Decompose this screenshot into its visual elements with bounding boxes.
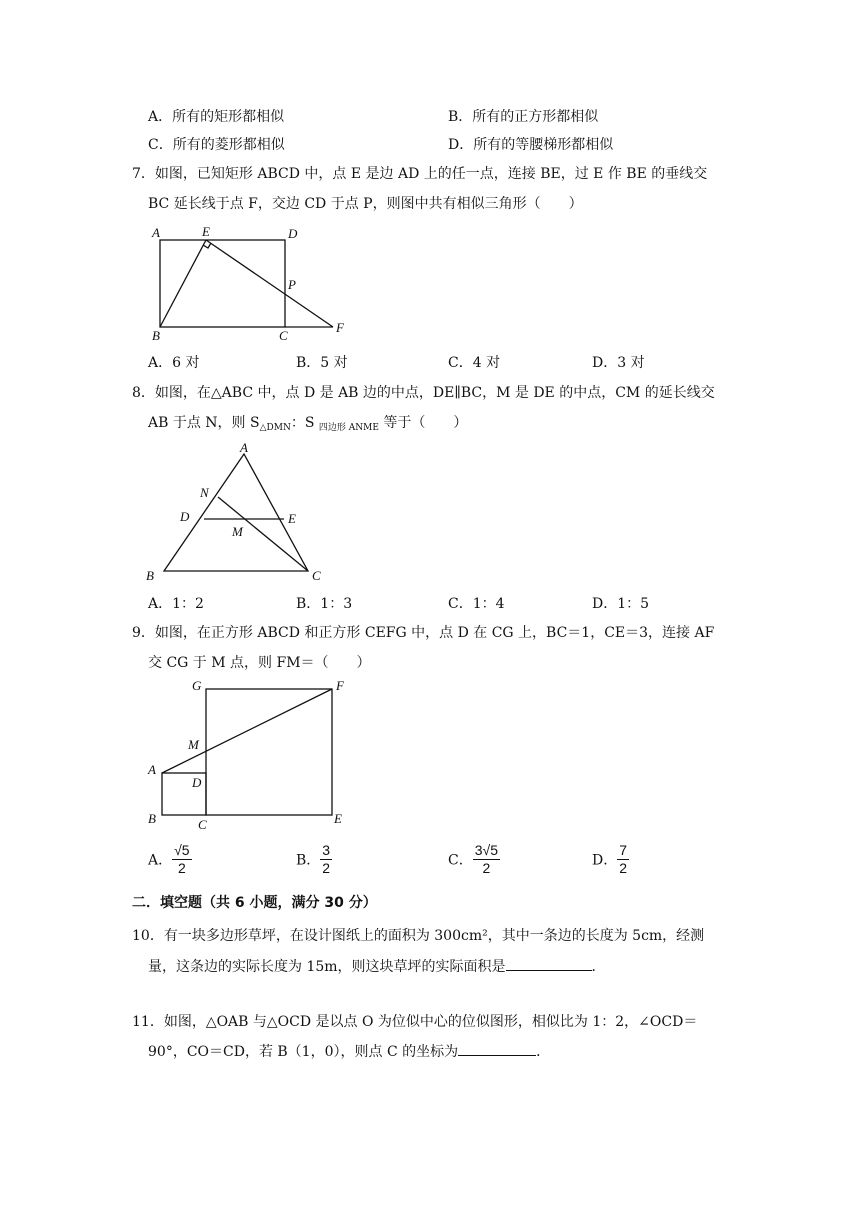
q11-stem-line2: 90°，CO＝CD，若 B（1，0），则点 C 的坐标为 ．	[148, 1041, 550, 1061]
rectangle-abcd	[160, 240, 285, 327]
label-b: B	[152, 328, 160, 343]
label-d: D	[180, 509, 190, 524]
q8-option-c: C．1：4	[448, 596, 505, 612]
label-b: B	[146, 568, 154, 583]
label-m: M	[232, 524, 243, 539]
q11-answer-blank[interactable]	[458, 1041, 536, 1056]
label-c: C	[279, 328, 288, 343]
q7-option-c: C．4 对	[448, 355, 501, 371]
segment-be	[160, 240, 206, 327]
q11-stem-line1: 11．如图，△OAB 与△OCD 是以点 O 为位似中心的位似图形，相似比为 1：2，∠OCD＝	[132, 1014, 698, 1030]
label-a: A	[152, 225, 160, 240]
q8-stem-line1: 8．如图，在△ABC 中，点 D 是 AB 边的中点，DE∥BC，M 是 DE 的中点，CM 的延长线交	[132, 385, 715, 401]
q7-stem-line1: 7．如图，已知矩形 ABCD 中，点 E 是边 AD 上的任一点，连接 BE，过 E 作 BE 的垂线交	[132, 166, 708, 182]
q7-option-d: D．3 对	[592, 355, 645, 371]
segment-af	[162, 689, 332, 773]
label-p: P	[288, 277, 296, 292]
q8-option-a: A．1：2	[148, 596, 204, 612]
label-m: M	[188, 737, 199, 752]
q6-option-a: A．所有的矩形都相似	[148, 109, 285, 125]
q10-stem-line2: 量，这条边的实际长度为 15m，则这块草坪的实际面积是 ．	[148, 956, 606, 976]
label-f: F	[336, 320, 344, 335]
q8-option-b: B．1：3	[296, 596, 353, 612]
q6-option-b: B．所有的正方形都相似	[448, 109, 599, 125]
label-c: C	[198, 817, 207, 832]
q9-figure	[140, 672, 360, 837]
label-f: F	[336, 678, 344, 693]
q9-stem-line1: 9．如图，在正方形 ABCD 和正方形 CEFG 中，点 D 在 CG 上，BC＝1，CE＝3，连接 AF	[132, 625, 715, 641]
q9-option-d: D． $\frac{7}{2}$	[592, 842, 628, 876]
label-g: G	[192, 678, 202, 693]
label-d: D	[192, 775, 202, 790]
section-heading-fill-in: 二．填空题（共 6 小题，满分 30 分）	[132, 895, 377, 911]
label-n: N	[200, 485, 209, 500]
q9-option-c: C． $\frac{3√5}{2}$	[448, 842, 498, 876]
label-a: A	[240, 440, 248, 455]
q6-option-d: D．所有的等腰梯形都相似	[448, 137, 614, 153]
q7-stem-line2: BC 延长线于点 F，交边 CD 于点 P，则图中共有相似三角形（ ）	[148, 196, 583, 212]
label-a: A	[148, 762, 156, 777]
label-b: B	[148, 811, 156, 826]
q9-stem-line2: 交 CG 于 M 点，则 FM＝（ ）	[148, 655, 371, 671]
q6-option-c: C．所有的菱形都相似	[148, 137, 285, 153]
q8-figure	[140, 440, 340, 585]
label-e: E	[288, 511, 296, 526]
label-e: E	[202, 224, 210, 239]
label-d: D	[288, 226, 298, 241]
q7-figure	[140, 220, 370, 345]
label-e: E	[334, 811, 342, 826]
q9-option-b: B． $\frac{3}{2}$	[296, 842, 331, 876]
q9-option-a: A． $\frac{√5}{2}$	[148, 842, 190, 876]
square-cefg	[206, 689, 332, 815]
q10-stem-line1: 10．有一块多边形草坪，在设计图纸上的面积为 300cm²，其中一条边的长度为 5cm，经测	[132, 928, 705, 944]
q8-stem-line2: AB 于点 N，则 $S_{\triangle DMN}$：S $_{四边形 ANME}$ 等于（ ）	[148, 415, 468, 433]
q7-option-b: B．5 对	[296, 355, 348, 371]
segment-ef	[206, 240, 333, 327]
q8-option-d: D．1：5	[592, 596, 650, 612]
q10-answer-blank[interactable]	[506, 956, 592, 971]
label-c: C	[312, 568, 321, 583]
q7-option-a: A．6 对	[148, 355, 200, 371]
